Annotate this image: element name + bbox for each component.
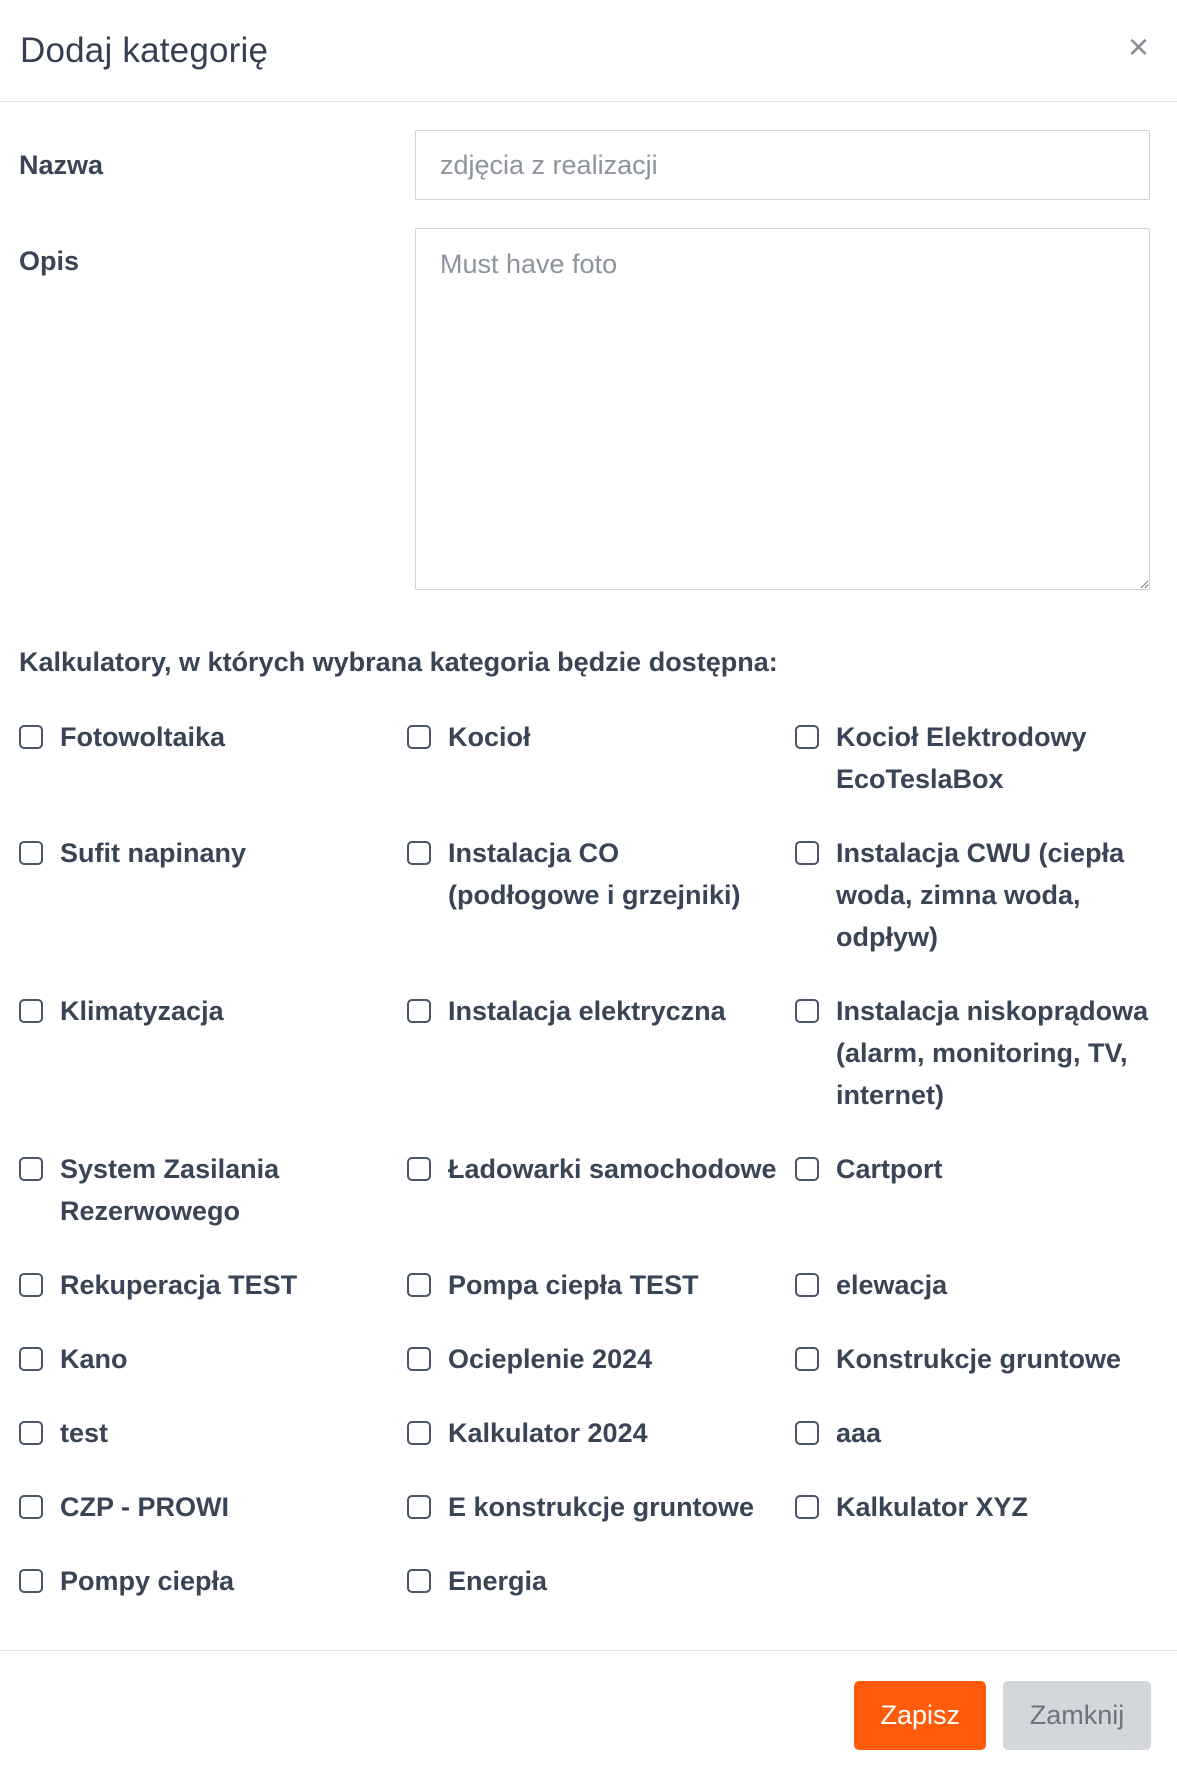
checkbox[interactable] (19, 841, 43, 865)
calculator-label: Cartport (836, 1154, 943, 1184)
save-button[interactable]: Zapisz (854, 1681, 986, 1750)
close-button[interactable]: Zamknij (1003, 1681, 1151, 1750)
calculator-checkbox-item[interactable] (407, 1148, 795, 1264)
checkbox[interactable] (407, 1495, 431, 1519)
calculator-label: Rekuperacja TEST (60, 1270, 298, 1300)
calculator-label: Instalacja niskoprądowa (alarm, monitoring, TV, internet) (836, 996, 1149, 1110)
description-label: Opis (19, 246, 80, 276)
calculator-label: aaa (836, 1418, 882, 1448)
calculator-checkbox-item[interactable] (407, 716, 795, 832)
checkbox[interactable] (795, 999, 819, 1023)
calculator-checkbox-item[interactable] (19, 1486, 407, 1560)
calculator-label: Klimatyzacja (60, 996, 224, 1026)
checkbox[interactable] (19, 725, 43, 749)
calculator-checkbox-item[interactable] (407, 1412, 795, 1486)
calculator-label: Konstrukcje gruntowe (836, 1344, 1122, 1374)
calculator-checkbox-item[interactable] (407, 990, 795, 1148)
description-textarea[interactable] (415, 228, 1150, 590)
calculator-checkbox-item[interactable] (795, 1148, 1150, 1264)
calculator-checkbox-item[interactable] (795, 1264, 1150, 1338)
calculator-label: Kalkulator XYZ (836, 1492, 1029, 1522)
calculator-label: Instalacja elektryczna (448, 996, 726, 1026)
calculator-checkbox-item[interactable] (795, 1412, 1150, 1486)
calculator-label: Ładowarki samochodowe (448, 1154, 777, 1184)
calculator-checkbox-item[interactable] (407, 1486, 795, 1560)
modal-footer (0, 1650, 1177, 1779)
checkbox[interactable] (407, 1273, 431, 1297)
name-label: Nazwa (19, 149, 104, 180)
description-row (19, 228, 1150, 595)
calculators-grid (19, 716, 1150, 1634)
checkbox[interactable] (407, 1347, 431, 1371)
calculator-label: Ocieplenie 2024 (448, 1344, 653, 1374)
calculator-label: Kalkulator 2024 (448, 1418, 648, 1448)
calculator-label: Sufit napinany (60, 838, 247, 868)
checkbox[interactable] (407, 1421, 431, 1445)
checkbox[interactable] (407, 1157, 431, 1181)
calculator-checkbox-item[interactable] (795, 990, 1150, 1148)
checkbox[interactable] (19, 1157, 43, 1181)
calculator-checkbox-item[interactable] (795, 1338, 1150, 1412)
calculator-checkbox-item[interactable] (407, 1338, 795, 1412)
modal-body (0, 130, 1177, 1634)
calculator-label: Kocioł Elektrodowy EcoTeslaBox (836, 722, 1087, 794)
calculator-label: Fotowoltaika (60, 722, 226, 752)
calculator-label: Kocioł (448, 722, 531, 752)
calculator-checkbox-item[interactable] (19, 716, 407, 832)
name-input[interactable] (415, 130, 1150, 200)
checkbox[interactable] (795, 1495, 819, 1519)
calculator-checkbox-item[interactable] (795, 832, 1150, 990)
calculator-checkbox-item[interactable] (795, 716, 1150, 832)
checkbox[interactable] (19, 1421, 43, 1445)
calculator-label: Pompa ciepła TEST (448, 1270, 699, 1300)
calculator-checkbox-item[interactable] (795, 1486, 1150, 1560)
calculator-label: test (60, 1418, 109, 1448)
calculator-checkbox-item[interactable] (407, 1264, 795, 1338)
checkbox[interactable] (19, 1347, 43, 1371)
calculator-label: Instalacja CO (podłogowe i grzejniki) (448, 838, 741, 910)
calculator-label: System Zasilania Rezerwowego (60, 1154, 280, 1226)
calculator-checkbox-item[interactable] (407, 1560, 795, 1634)
calculator-label: CZP - PROWI (60, 1492, 230, 1522)
checkbox[interactable] (407, 725, 431, 749)
checkbox[interactable] (795, 1273, 819, 1297)
checkbox[interactable] (19, 999, 43, 1023)
checkbox[interactable] (795, 841, 819, 865)
checkbox[interactable] (407, 999, 431, 1023)
name-row (19, 130, 1150, 200)
calculator-label: elewacja (836, 1270, 948, 1300)
calculator-label: Energia (448, 1566, 548, 1596)
checkbox[interactable] (19, 1569, 43, 1593)
calculator-label: Kano (60, 1344, 128, 1374)
calculator-label: Pompy ciepła (60, 1566, 235, 1596)
checkbox[interactable] (19, 1495, 43, 1519)
calculator-checkbox-item[interactable] (19, 1338, 407, 1412)
calculator-checkbox-item[interactable] (407, 832, 795, 990)
checkbox[interactable] (795, 1421, 819, 1445)
calculator-checkbox-item[interactable] (19, 832, 407, 990)
calculator-label: Instalacja CWU (ciepła woda, zimna woda, odpływ) (836, 838, 1125, 952)
modal-header (0, 0, 1177, 102)
calculator-label: E konstrukcje gruntowe (448, 1492, 755, 1522)
checkbox[interactable] (795, 1157, 819, 1181)
modal-title: Dodaj kategorię (20, 30, 269, 70)
checkbox[interactable] (795, 1347, 819, 1371)
close-icon[interactable]: × (1127, 25, 1149, 67)
calculator-checkbox-item[interactable] (19, 1560, 407, 1634)
calculator-checkbox-item[interactable] (19, 1412, 407, 1486)
calculator-checkbox-item[interactable] (19, 1148, 407, 1264)
checkbox[interactable] (407, 1569, 431, 1593)
checkbox[interactable] (407, 841, 431, 865)
checkbox[interactable] (795, 725, 819, 749)
calculator-checkbox-item[interactable] (19, 1264, 407, 1338)
calculator-checkbox-item[interactable] (19, 990, 407, 1148)
checkbox[interactable] (19, 1273, 43, 1297)
calculators-heading: Kalkulatory, w których wybrana kategoria będzie dostępna: (19, 647, 778, 677)
